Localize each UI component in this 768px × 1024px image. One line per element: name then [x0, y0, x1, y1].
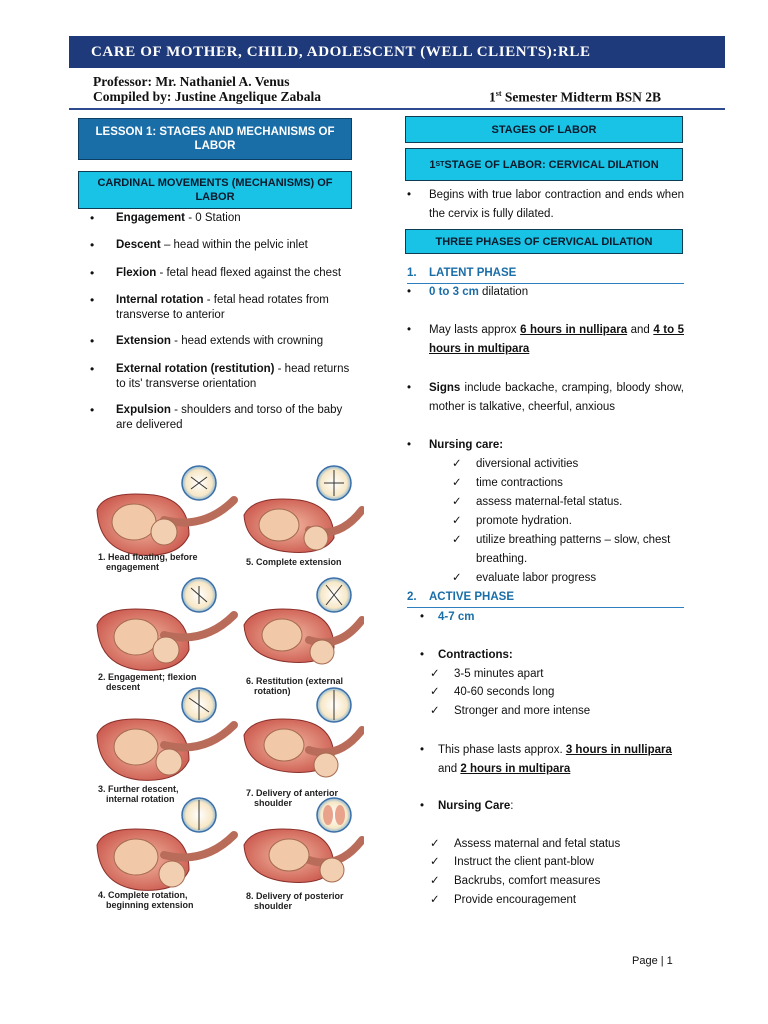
- check-icon: ✓: [430, 686, 440, 698]
- bullet-icon: •: [420, 611, 425, 623]
- compiled-by-line: Compiled by: Justine Angelique Zabala: [93, 89, 322, 104]
- first-stage-text: STAGE OF LABOR: CERVICAL DILATION: [444, 158, 659, 171]
- check-icon: ✓: [430, 838, 440, 850]
- bullet-icon: •: [407, 286, 412, 298]
- latent-dilation-item: • 0 to 3 cm dilatation: [407, 283, 684, 302]
- description: - head returns to its' transverse orientation: [116, 363, 350, 390]
- description: - head extends with crowning: [170, 335, 324, 347]
- first-stage-title-box: [405, 148, 683, 181]
- figure-panel-7: [244, 688, 362, 777]
- cardinal-movements-title-box: CARDINAL MOVEMENTS (MECHANISMS) OF LABOR: [78, 171, 352, 209]
- check-icon: ✓: [430, 856, 440, 868]
- list-item: [90, 334, 356, 349]
- three-phases-title-box: THREE PHASES OF CERVICAL DILATION: [405, 229, 683, 254]
- list-item: ✓ time contractions: [452, 474, 684, 493]
- term: Engagement: [116, 212, 186, 224]
- header-divider: [69, 108, 725, 110]
- list-item: ✓ Stronger and more intense: [430, 702, 684, 721]
- check-icon: ✓: [430, 894, 440, 906]
- term: Extension: [116, 335, 171, 347]
- latent-nursing-care-label: • Nursing care:: [407, 436, 684, 455]
- figure-panel-6: [244, 578, 362, 664]
- figure-caption-7: 7. Delivery of anterior shoulder: [246, 788, 339, 808]
- bullet-icon: •: [90, 238, 95, 252]
- check-icon: ✓: [430, 875, 440, 887]
- description: – head within the pelvic inlet: [160, 239, 308, 251]
- stages-of-labor-title-box: STAGES OF LABOR: [405, 116, 683, 143]
- list-item: ✓ Assess maternal and fetal status: [430, 835, 684, 854]
- term: External rotation (restitution): [116, 363, 275, 375]
- check-icon: ✓: [452, 477, 462, 489]
- bullet-icon: •: [90, 403, 95, 417]
- list-item: [90, 211, 356, 226]
- semester-line: [489, 89, 661, 106]
- figure-caption-1: 1. Head floating, before engagement: [98, 552, 198, 572]
- bullet-icon: •: [420, 649, 425, 661]
- list-item: ✓ Backrubs, comfort measures: [430, 872, 684, 891]
- description: - fetal head flexed against the chest: [156, 267, 342, 279]
- lesson-title-box: LESSON 1: STAGES AND MECHANISMS OF LABOR: [78, 118, 352, 160]
- page-number: Page | 1: [632, 955, 673, 967]
- check-icon: ✓: [430, 668, 440, 680]
- phase-title: ACTIVE PHASE: [429, 591, 514, 603]
- description: - shoulders and torso of the baby are delivered: [116, 404, 343, 431]
- list-item: ✓ diversional activities: [452, 455, 684, 474]
- first-stage-superscript: ST: [435, 160, 445, 168]
- list-item: ✓ evaluate labor progress: [452, 569, 684, 588]
- check-icon: ✓: [452, 458, 462, 470]
- list-item: ✓ Provide encouragement: [430, 891, 684, 910]
- active-phase-heading: [407, 589, 684, 608]
- list-item: ✓ Instruct the client pant-blow: [430, 853, 684, 872]
- phase-title: LATENT PHASE: [429, 267, 517, 279]
- active-nursing-care-label: • Nursing Care:: [420, 797, 684, 816]
- list-item: [90, 403, 356, 433]
- latent-phase-heading: [407, 265, 684, 284]
- check-icon: ✓: [452, 534, 462, 546]
- latent-signs-item: • Signs include backache, cramping, bloody show, mother is talkative, cheerful, anxious: [407, 379, 684, 417]
- list-item: [90, 362, 356, 392]
- bullet-icon: •: [90, 362, 95, 376]
- figure-panel-2: [97, 578, 234, 670]
- phase-number: 1.: [407, 267, 417, 279]
- figure-caption-2: 2. Engagement; flexion descent: [98, 672, 197, 692]
- check-icon: ✓: [452, 496, 462, 508]
- semester-text: Semester Midterm BSN 2B: [501, 89, 661, 105]
- first-stage-number: 1: [429, 158, 436, 171]
- active-dilation-item: • 4-7 cm: [420, 608, 684, 627]
- list-item: [90, 238, 356, 253]
- figure-caption-8: 8. Delivery of posterior shoulder: [246, 891, 344, 911]
- bullet-icon: •: [420, 744, 425, 756]
- description: - 0 Station: [185, 212, 241, 224]
- bullet-icon: •: [90, 211, 95, 225]
- figure-panel-1: [97, 466, 234, 555]
- bullet-icon: •: [407, 382, 412, 394]
- list-item: [90, 266, 356, 281]
- bullet-icon: •: [407, 324, 412, 336]
- first-stage-description: • Begins with true labor contraction and ends when the cervix is fully dilated.: [407, 186, 684, 224]
- professor-line: Professor: Mr. Nathaniel A. Venus: [93, 74, 290, 89]
- list-item: [90, 293, 356, 323]
- figure-panel-3: [97, 688, 234, 780]
- figure-panel-4: [97, 798, 234, 890]
- list-item: ✓ 40-60 seconds long: [430, 683, 684, 702]
- term: Expulsion: [116, 404, 171, 416]
- bullet-icon: •: [90, 293, 95, 307]
- check-icon: ✓: [452, 515, 462, 527]
- list-item: ✓ promote hydration.: [452, 512, 684, 531]
- figure-panel-8: [244, 798, 362, 882]
- list-item: ✓ utilize breathing patterns – slow, chest breathing.: [452, 531, 684, 569]
- phase-number: 2.: [407, 591, 417, 603]
- figure-caption-3: 3. Further descent, internal rotation: [98, 784, 179, 804]
- term: Descent: [116, 239, 161, 251]
- bullet-icon: •: [420, 800, 425, 812]
- term: Flexion: [116, 267, 157, 279]
- term: Internal rotation: [116, 294, 204, 306]
- check-icon: ✓: [430, 705, 440, 717]
- figure-caption-4: 4. Complete rotation, beginning extension: [98, 890, 194, 910]
- bullet-icon: •: [90, 266, 95, 280]
- description: - fetal head rotates from transverse to anterior: [116, 294, 329, 321]
- list-item: ✓ 3-5 minutes apart: [430, 665, 684, 684]
- semester-number: 1: [489, 89, 496, 105]
- bullet-icon: •: [407, 439, 412, 451]
- figure-panel-5: [244, 466, 362, 552]
- figure-caption-6: 6. Restitution (external rotation): [246, 676, 344, 696]
- bullet-icon: •: [407, 189, 412, 201]
- bullet-icon: •: [90, 334, 95, 348]
- active-contractions-label: • Contractions:: [420, 646, 684, 665]
- document-banner: CARE OF MOTHER, CHILD, ADOLESCENT (WELL CLIENTS):RLE: [69, 36, 725, 68]
- latent-duration-item: • May lasts approx 6 hours in nullipara and 4 to 5 hours in multipara: [407, 321, 684, 359]
- figure-caption-5: 5. Complete extension: [246, 557, 342, 567]
- active-duration-item: • This phase lasts approx. 3 hours in nullipara and 2 hours in multipara: [420, 741, 684, 779]
- check-icon: ✓: [452, 572, 462, 584]
- list-item: ✓ assess maternal-fetal status.: [452, 493, 684, 512]
- semester-superscript: st: [495, 89, 502, 98]
